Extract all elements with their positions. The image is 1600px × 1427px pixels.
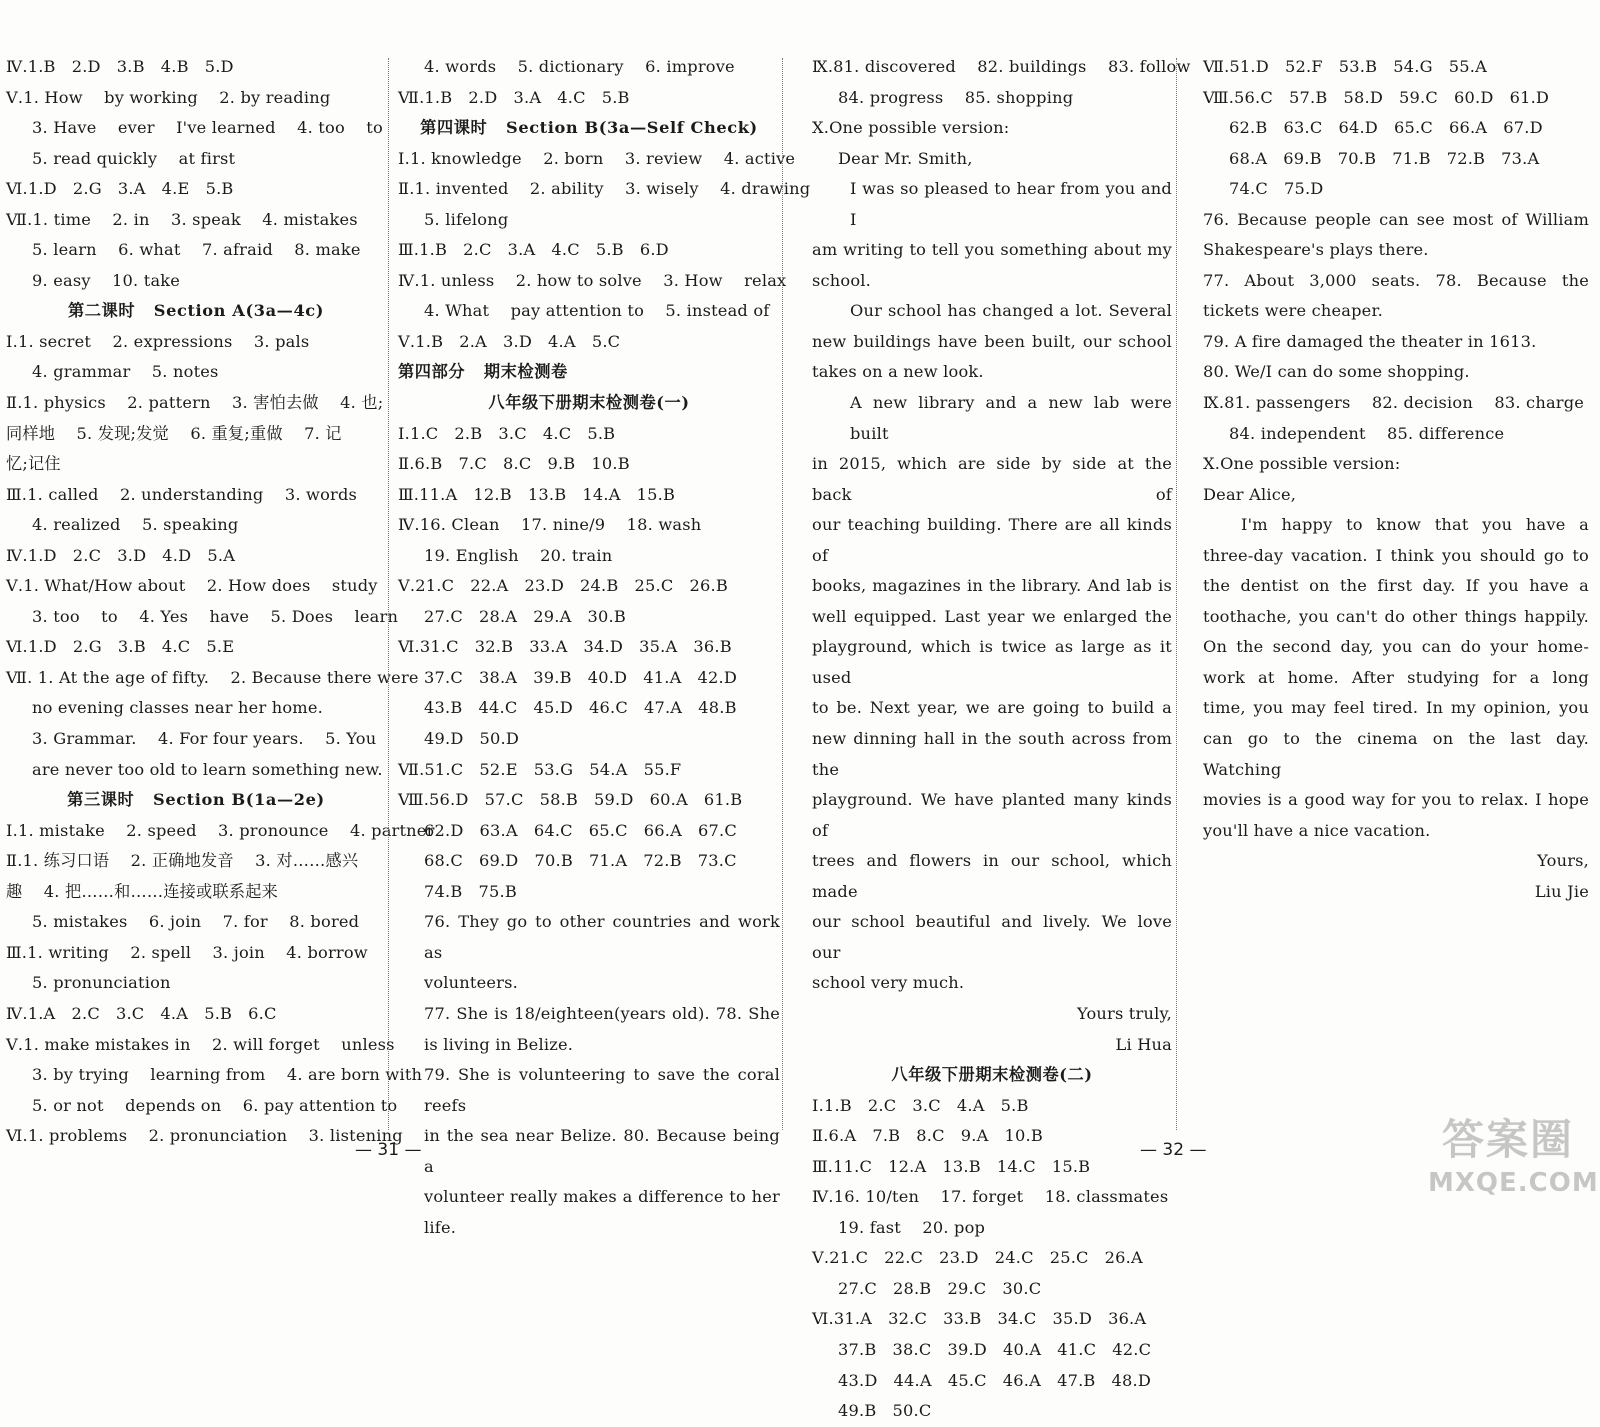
- answer-line: Ⅲ.1. called 2. understanding 3. words: [6, 484, 358, 504]
- answer-line: Ⅵ.1.D 2.G 3.A 4.E 5.B: [6, 179, 234, 199]
- answer-line: Ⅶ.1.B 2.D 3.A 4.C 5.B: [398, 87, 630, 107]
- answer-line: time, you may feel tired. In my opinion, you: [1203, 698, 1589, 718]
- column-divider: [1176, 58, 1177, 1130]
- answer-line: Ⅱ.6.A 7.B 8.C 9.A 10.B: [812, 1126, 1043, 1146]
- answer-line: school very much.: [812, 973, 965, 993]
- answer-line: takes on a new look.: [812, 362, 984, 382]
- answer-line: Ⅹ.One possible version:: [812, 118, 1010, 138]
- answer-line: 77. About 3,000 seats. 78. Because the: [1203, 270, 1589, 290]
- answer-line: Ⅷ.56.C 57.B 58.D 59.C 60.D 61.D: [1203, 87, 1550, 107]
- answer-column-4: [1203, 52, 1589, 907]
- answer-line: is living in Belize.: [424, 1034, 574, 1054]
- answer-line: Ⅵ.1. problems 2. pronunciation 3. listening: [6, 1126, 403, 1146]
- answer-line: 第二课时 Section A(3a—4c): [67, 301, 325, 321]
- answer-line: 4. realized 5. speaking: [32, 515, 239, 535]
- answer-line: Our school has changed a lot. Several: [850, 301, 1172, 321]
- answer-line: 5. pronunciation: [32, 973, 171, 993]
- answer-line: 忆;记住: [6, 454, 61, 474]
- answer-line: 37.C 38.A 39.B 40.D 41.A 42.D: [424, 667, 738, 687]
- answer-line: to be. Next year, we are going to build a: [812, 698, 1172, 718]
- answer-line: movies is a good way for you to relax. I hope: [1203, 790, 1589, 810]
- answer-line: 43.D 44.A 45.C 46.A 47.B 48.D: [838, 1370, 1152, 1390]
- answer-line: A new library and a new lab were built: [850, 393, 1172, 443]
- answer-line: 趣 4. 把……和……连接或联系起来: [6, 881, 278, 901]
- answer-line: volunteers.: [424, 973, 518, 993]
- answer-line: our school beautiful and lively. We love our: [812, 912, 1172, 962]
- answer-line: 3. too to 4. Yes have 5. Does learn: [32, 606, 399, 626]
- answer-line: 5. mistakes 6. join 7. for 8. bored: [32, 912, 360, 932]
- answer-line: Ⅶ.1. time 2. in 3. speak 4. mistakes: [6, 209, 358, 229]
- answer-line: 80. We/I can do some shopping.: [1203, 362, 1470, 382]
- answer-line: 4. grammar 5. notes: [32, 362, 219, 382]
- answer-line: 79. She is volunteering to save the coral reefs: [424, 1065, 780, 1115]
- answer-line: Ⅵ.31.A 32.C 33.B 34.C 35.D 36.A: [812, 1309, 1147, 1329]
- answer-line: 3. Grammar. 4. For four years. 5. You: [32, 729, 377, 749]
- column-divider: [388, 58, 389, 1130]
- answer-line: Ⅶ. 1. At the age of fifty. 2. Because there were: [6, 667, 419, 687]
- answer-line: can go to the cinema on the last day. Watching: [1203, 729, 1589, 779]
- answer-line: in 2015, which are side by side at the back of: [812, 454, 1172, 504]
- answer-line: 第四课时 Section B(3a—Self Check): [420, 118, 758, 138]
- answer-line: 5. lifelong: [424, 209, 509, 229]
- answer-column-3: [812, 52, 1191, 1427]
- answer-line: 76. Because people can see most of William: [1203, 209, 1589, 229]
- answer-line: well equipped. Last year we enlarged the: [812, 606, 1172, 626]
- answer-line: 62.D 63.A 64.C 65.C 66.A 67.C: [424, 820, 737, 840]
- answer-line: 77. She is 18/eighteen(years old). 78. She: [424, 1003, 780, 1023]
- answer-line: Ⅰ.1. mistake 2. speed 3. pronounce 4. partner: [6, 820, 435, 840]
- answer-line: Ⅶ.51.C 52.E 53.G 54.A 55.F: [398, 759, 682, 779]
- answer-line: Ⅲ.11.C 12.A 13.B 14.C 15.B: [812, 1156, 1091, 1176]
- answer-line: are never too old to learn something new.: [32, 759, 383, 779]
- answer-line: 27.C 28.A 29.A 30.B: [424, 606, 626, 626]
- answer-line: 84. progress 85. shopping: [838, 87, 1074, 107]
- answer-line: Ⅴ.1.B 2.A 3.D 4.A 5.C: [398, 331, 621, 351]
- answer-line: Ⅳ.16. 10/ten 17. forget 18. classmates: [812, 1187, 1169, 1207]
- answer-line: 3. by trying learning from 4. are born with: [32, 1065, 423, 1085]
- answer-line: 49.D 50.D: [424, 729, 520, 749]
- answer-line: school.: [812, 270, 872, 290]
- answer-line: Ⅴ.21.C 22.C 23.D 24.C 25.C 26.A: [812, 1248, 1143, 1268]
- page-number-left: — 31 —: [355, 1140, 422, 1160]
- answer-line: 9. easy 10. take: [32, 270, 181, 290]
- page-number-right: — 32 —: [1140, 1140, 1207, 1160]
- answer-line: 49.B 50.C: [838, 1401, 932, 1421]
- watermark-text: 答案圈: [1441, 1115, 1574, 1164]
- answer-line: 19. fast 20. pop: [838, 1217, 986, 1237]
- answer-line: Ⅰ.1. knowledge 2. born 3. review 4. active: [398, 148, 796, 168]
- answer-line: Ⅳ.1. unless 2. how to solve 3. How relax: [398, 270, 787, 290]
- answer-line: Yours truly,: [1076, 1003, 1172, 1023]
- column-divider: [782, 58, 783, 1130]
- answer-line: Ⅸ.81. discovered 82. buildings 83. follow: [812, 57, 1191, 76]
- answer-line: trees and flowers in our school, which made: [812, 851, 1172, 901]
- answer-line: Ⅰ.1. secret 2. expressions 3. pals: [6, 331, 310, 351]
- answer-line: 68.A 69.B 70.B 71.B 72.B 73.A: [1229, 148, 1540, 168]
- answer-line: no evening classes near her home.: [32, 698, 323, 718]
- answer-line: Ⅵ.31.C 32.B 33.A 34.D 35.A 36.B: [398, 637, 732, 657]
- answer-line: I'm happy to know that you have a: [1241, 515, 1589, 535]
- answer-line: 5. learn 6. what 7. afraid 8. make: [32, 240, 361, 260]
- answer-line: 79. A fire damaged the theater in 1613.: [1203, 331, 1537, 351]
- answer-line: three-day vacation. I think you should go to: [1203, 545, 1589, 565]
- answer-line: 74.C 75.D: [1229, 179, 1324, 199]
- answer-line: 5. read quickly at first: [32, 148, 236, 168]
- answer-line: 84. independent 85. difference: [1229, 423, 1505, 443]
- answer-line: Ⅱ.6.B 7.C 8.C 9.B 10.B: [398, 454, 630, 474]
- answer-line: new dinning hall in the south across from the: [812, 729, 1172, 779]
- answer-line: tickets were cheaper.: [1203, 301, 1383, 321]
- answer-line: Ⅴ.1. How by working 2. by reading: [6, 87, 331, 107]
- answer-line: Ⅴ.21.C 22.A 23.D 24.B 25.C 26.B: [398, 576, 728, 596]
- answer-line: Ⅰ.1.C 2.B 3.C 4.C 5.B: [398, 423, 616, 443]
- answer-line: in the sea near Belize. 80. Because being a: [424, 1126, 780, 1176]
- answer-line: 第四部分 期末检测卷: [398, 362, 568, 382]
- answer-line: Dear Alice,: [1203, 484, 1297, 504]
- answer-line: Ⅹ.One possible version:: [1203, 454, 1401, 474]
- answer-line: 43.B 44.C 45.D 46.C 47.A 48.B: [424, 698, 737, 718]
- answer-line: 62.B 63.C 64.D 65.C 66.A 67.D: [1229, 118, 1543, 138]
- answer-line: 37.B 38.C 39.D 40.A 41.C 42.C: [838, 1339, 1152, 1359]
- answer-line: Ⅱ.1. invented 2. ability 3. wisely 4. drawing: [398, 179, 811, 199]
- answer-line: Dear Mr. Smith,: [838, 148, 973, 168]
- answer-line: Ⅱ.1. physics 2. pattern 3. 害怕去做 4. 也;: [6, 393, 384, 413]
- answer-line: 4. words 5. dictionary 6. improve: [424, 57, 735, 76]
- answer-line: 74.B 75.B: [424, 881, 517, 901]
- answer-line: 27.C 28.B 29.C 30.C: [838, 1278, 1042, 1298]
- answer-line: life.: [424, 1217, 457, 1237]
- answer-line: Ⅳ.16. Clean 17. nine/9 18. wash: [398, 515, 702, 535]
- answer-line: Ⅳ.1.B 2.D 3.B 4.B 5.D: [6, 57, 234, 76]
- answer-line: work at home. After studying for a long: [1203, 667, 1589, 687]
- answer-line: the dentist on the first day. If you have a: [1203, 576, 1589, 596]
- answer-line: Ⅲ.1. writing 2. spell 3. join 4. borrow: [6, 942, 368, 962]
- answer-line: Ⅴ.1. What/How about 2. How does study: [6, 576, 378, 596]
- answer-line: our teaching building. There are all kinds of: [812, 515, 1172, 565]
- answer-line: Ⅶ.51.D 52.F 53.B 54.G 55.A: [1203, 57, 1488, 76]
- answer-line: 八年级下册期末检测卷(一): [488, 393, 690, 413]
- answer-line: am writing to tell you something about my: [812, 240, 1172, 260]
- answer-line: 4. What pay attention to 5. instead of: [424, 301, 770, 321]
- answer-line: 第三课时 Section B(1a—2e): [67, 790, 325, 810]
- answer-line: Ⅸ.81. passengers 82. decision 83. charge: [1203, 393, 1585, 413]
- answer-line: Ⅵ.1.D 2.G 3.B 4.C 5.E: [6, 637, 235, 657]
- answer-line: Ⅲ.11.A 12.B 13.B 14.A 15.B: [398, 484, 676, 504]
- watermark-logo: [1428, 1112, 1599, 1212]
- answer-line: you'll have a nice vacation.: [1203, 820, 1431, 840]
- answer-line: Ⅷ.56.D 57.C 58.B 59.D 60.A 61.B: [398, 790, 743, 810]
- answer-line: Liu Jie: [1534, 881, 1589, 901]
- answer-line: Ⅳ.1.A 2.C 3.C 4.A 5.B 6.C: [6, 1003, 277, 1023]
- answer-line: Yours,: [1537, 851, 1589, 871]
- answer-line: Ⅱ.1. 练习口语 2. 正确地发音 3. 对……感兴: [6, 851, 359, 871]
- answer-line: Ⅴ.1. make mistakes in 2. will forget unless: [6, 1034, 395, 1054]
- answer-line: playground, which is twice as large as it used: [812, 637, 1172, 687]
- answer-column-2: [398, 52, 811, 1243]
- watermark-domain: MXQE.COM: [1428, 1168, 1599, 1198]
- answer-line: Ⅲ.1.B 2.C 3.A 4.C 5.B 6.D: [398, 240, 669, 260]
- answer-line: 3. Have ever I've learned 4. too to: [32, 118, 383, 138]
- answer-line: Ⅳ.1.D 2.C 3.D 4.D 5.A: [6, 545, 236, 565]
- answer-line: I was so pleased to hear from you and I: [850, 179, 1172, 229]
- answer-line: 68.C 69.D 70.B 71.A 72.B 73.C: [424, 851, 737, 871]
- answer-line: Ⅰ.1.B 2.C 3.C 4.A 5.B: [812, 1095, 1029, 1115]
- answer-line: Li Hua: [1115, 1034, 1172, 1054]
- answer-line: volunteer really makes a difference to her: [424, 1187, 780, 1207]
- answer-line: Shakespeare's plays there.: [1203, 240, 1429, 260]
- answer-line: books, magazines in the library. And lab is: [812, 576, 1172, 596]
- answer-line: playground. We have planted many kinds of: [812, 790, 1172, 840]
- answer-line: toothache, you can't do other things happily.: [1203, 606, 1589, 626]
- answer-line: new buildings have been built, our school: [812, 331, 1172, 351]
- answer-line: On the second day, you can do your home-: [1203, 637, 1589, 657]
- answer-line: 同样地 5. 发现;发觉 6. 重复;重做 7. 记: [6, 423, 342, 443]
- answer-line: 76. They go to other countries and work as: [424, 912, 780, 962]
- answer-line: 八年级下册期末检测卷(二): [891, 1065, 1093, 1085]
- answer-line: 19. English 20. train: [424, 545, 613, 565]
- answer-line: 5. or not depends on 6. pay attention to: [32, 1095, 398, 1115]
